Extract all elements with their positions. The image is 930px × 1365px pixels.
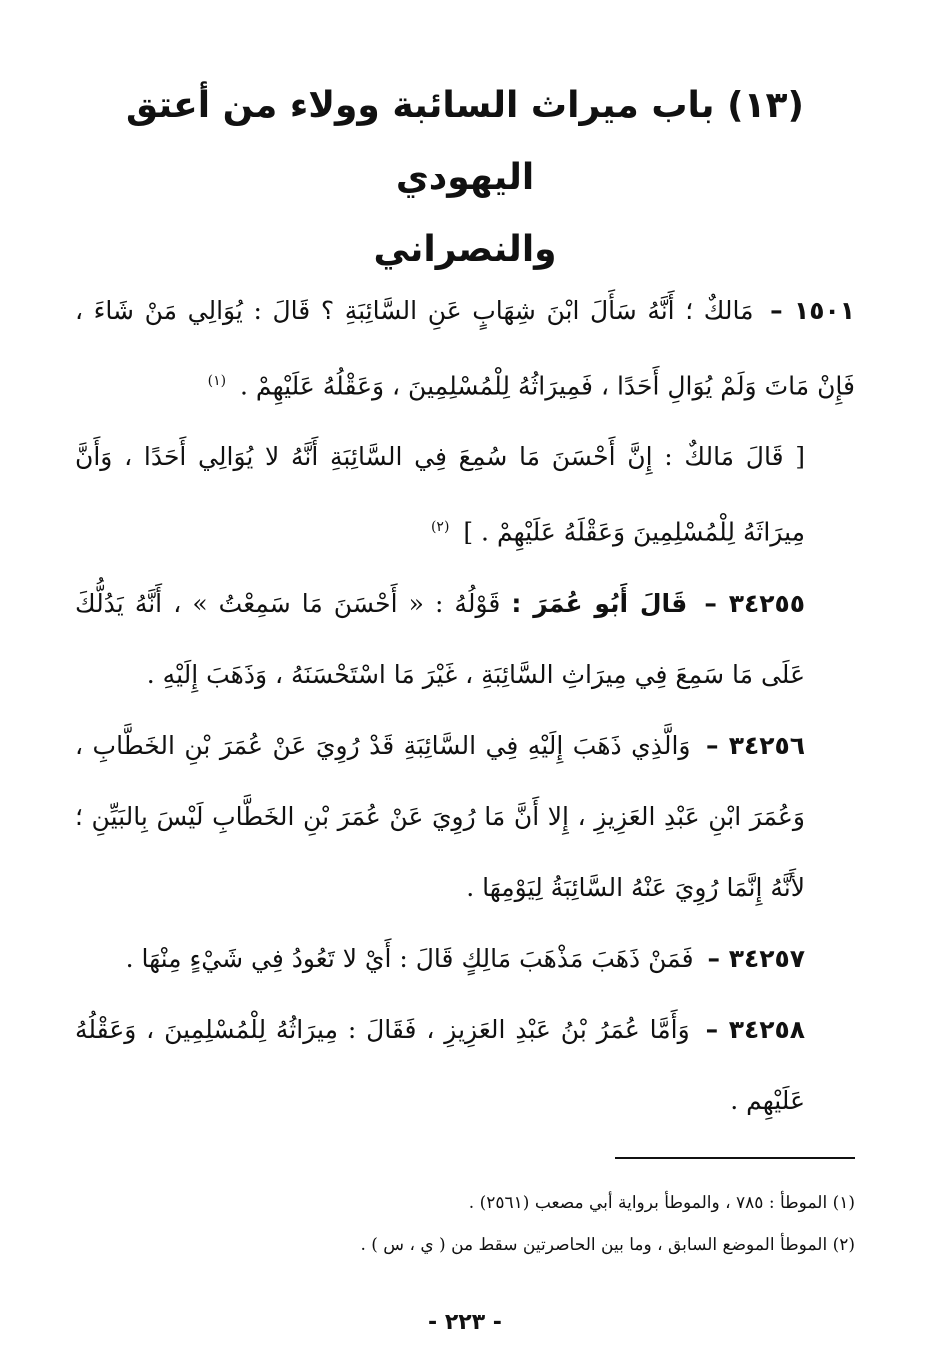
page-number: - ٢٢٣ - — [428, 1310, 502, 1335]
footnote-1: (١) الموطأ : ٧٨٥ ، والموطأ برواية أبي مصعب (٢٥٦١) . — [468, 1193, 855, 1213]
paragraph-number: ٣٤٢٥٧ – — [707, 943, 805, 973]
paragraph-text: فَمَنْ ذَهَبَ مَذْهَبَ مَالِكٍ قَالَ : أَيْ لا تَعُودُ فِي شَيْءٍ مِنْهَا . — [125, 943, 694, 973]
paragraph-34257 — [75, 923, 855, 994]
chapter-title-line-2: والنصراني — [373, 229, 557, 270]
paragraph-34258 — [75, 994, 855, 1136]
footnote-2: (٢) الموطأ الموضع السابق ، وما بين الحاصرتين سقط من ( ي ، س ) . — [360, 1235, 855, 1255]
paragraph-lead: قَالَ أَبُو عُمَرَ : — [511, 588, 688, 618]
paragraph-malik-quote — [75, 421, 855, 567]
footnote-marker: (١) — [207, 373, 227, 389]
paragraph-1501 — [75, 275, 855, 421]
paragraph-number: ٣٤٢٥٨ – — [705, 1014, 805, 1044]
paragraph-text: وَأَمَّا عُمَرُ بْنُ عَبْدِ العَزِيزِ ، فَقَالَ : مِيرَاثُهُ لِلْمُسْلِمِينَ ، وَعَقْلُهُ عَلَيْهِم . — [75, 1014, 805, 1115]
paragraph-34255 — [75, 568, 855, 710]
paragraph-34256 — [75, 710, 855, 923]
document-page — [75, 70, 855, 1350]
paragraph-text: وَالَّذِي ذَهَبَ إِلَيْهِ فِي السَّائِبَةِ قَدْ رُوِيَ عَنْ عُمَرَ بْنِ الخَطَّابِ ، وَعُمَرَ ابْنِ عَبْدِ العَزِيزِ ، إِلا أَنَّ مَا رُوِيَ عَنْ عُمَرَ بْنِ الخَطَّابِ لَيْسَ بِالبَيِّنِ ؛ لأَنَّهُ إِنَّمَا رُوِيَ عَنْهُ السَّائِبَةُ لِيَوْمِهَا . — [75, 730, 805, 902]
chapter-title-line-1: (١٣) باب ميراث السائبة وولاء من أعتق اليهودي — [126, 85, 804, 198]
footnote-marker: (٢) — [430, 519, 450, 536]
paragraph-text: مَالكٌ ؛ أَنَّهُ سَأَلَ ابْنَ شِهَابٍ عَنِ السَّائِبَةِ ؟ قَالَ : يُوَالِي مَنْ شَاءَ ، فَإِنْ مَاتَ وَلَمْ يُوَالِ أَحَدًا ، فَمِيرَاثُهُ لِلْمُسْلِمِينَ ، وَعَقْلُهُ عَلَيْهِمْ . — [75, 296, 855, 401]
paragraph-number: ٣٤٢٥٦ – — [705, 730, 805, 760]
footnotes — [75, 1182, 855, 1266]
paragraph-text: [ قَالَ مَالكٌ : إِنَّ أَحْسَنَ مَا سُمِعَ فِي السَّائِبَةِ أَنَّهُ لا يُوَالِي أَحَدًا ، وَأَنَّ مِيرَاثَهُ لِلْمُسْلِمِينَ وَعَقْلَهُ عَلَيْهِمْ . ] — [75, 442, 805, 547]
body-text — [75, 275, 855, 1136]
chapter-title — [75, 70, 855, 286]
footnote-divider — [615, 1157, 855, 1159]
paragraph-number: ١٥٠١ – — [770, 296, 855, 325]
paragraph-number: ٣٤٢٥٥ – — [704, 588, 805, 618]
paragraph-text: قَوْلُهُ : « أَحْسَنَ مَا سَمِعْتُ » ، أَنَّهُ يَدُلُّكَ عَلَى مَا سَمِعَ فِي مِيرَاثِ السَّائِبَةِ ، غَيْرَ مَا اسْتَحْسَنَهُ ، وَذَهَبَ إِلَيْهِ . — [75, 588, 805, 689]
